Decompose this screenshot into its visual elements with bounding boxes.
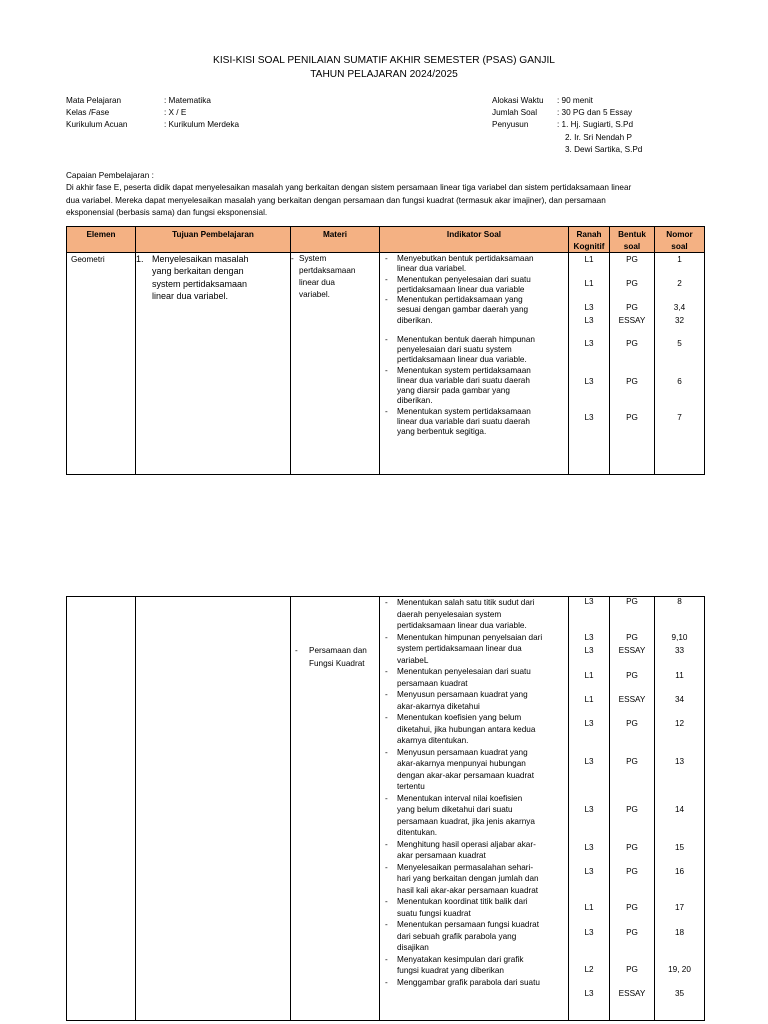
- kisi-kisi-table-1: [66, 226, 705, 475]
- indikator-line: penyelesaian dari suatu system: [397, 345, 512, 354]
- indikator-line: akar-akarnya diketahui: [397, 701, 480, 711]
- indikator-line: ditentukan.: [397, 828, 438, 837]
- indikator-line: hari yang berkaitan dengan jumlah dan: [397, 874, 539, 883]
- indikator-item: [380, 954, 568, 977]
- indikator-line: - Menentukan salah satu titik sudut dari: [397, 598, 535, 607]
- tujuan-number: 1.: [136, 254, 144, 264]
- nomor-value: 15: [674, 843, 685, 852]
- bentuk-value: PG: [626, 303, 638, 312]
- indikator-line: persamaan kuadrat, jika jenis akarnya: [397, 816, 535, 826]
- ranah-value: L1: [584, 255, 594, 264]
- ranah-value: L1: [584, 903, 594, 912]
- info-row: [492, 119, 642, 131]
- indikator-line: tertentu: [397, 782, 425, 791]
- indikator-list: [380, 254, 568, 437]
- ranah-value: L3: [584, 719, 594, 728]
- penyusun-item: 2. Ir. Sri Nendah P: [565, 132, 632, 142]
- indikator-item: [380, 689, 568, 712]
- indikator-line: - Menentukan himpunan penyelsaian dari: [397, 632, 543, 642]
- nomor-value: 12: [674, 719, 685, 728]
- indikator-line: yang berbentuk segitiga.: [397, 427, 487, 436]
- nomor-value: 3,4: [673, 303, 686, 312]
- info-label: Mata Pelajaran: [66, 96, 122, 105]
- info-row: [492, 95, 642, 107]
- indikator-line: dengan akar-akar persamaan kuadrat: [397, 770, 534, 780]
- indikator-line: pertidaksamaan linear dua variable.: [397, 621, 527, 630]
- indikator-line: - Menentukan penyelesaian dari suatu: [397, 667, 531, 676]
- indikator-line: daerah penyelesaian system: [397, 609, 502, 619]
- info-right: [492, 95, 642, 156]
- capaian-heading: Capaian Pembelajaran :: [66, 171, 154, 180]
- info-row: [66, 95, 239, 107]
- indikator-line: - Menentukan bentuk daerah himpunan: [397, 334, 535, 344]
- indikator-line: akar-akarnya menpunyai hubungan: [397, 759, 526, 768]
- bentuk-value: PG: [626, 413, 638, 422]
- alokasi-value: : 90 menit: [557, 96, 593, 105]
- header-tujuan: Tujuan Pembelajaran: [136, 227, 291, 253]
- bentuk-cell: [610, 597, 655, 1021]
- nomor-value: 34: [674, 695, 685, 704]
- info-row: [66, 107, 239, 119]
- bentuk-value: PG: [626, 671, 638, 680]
- capaian-line: dua variabel. Mereka dapat menyelesaikan masalah yang berkaitan dengan persamaan dan fungsi kuadrat (termasuk akar imajiner), dan persamaan: [66, 195, 606, 205]
- bentuk-value: PG: [626, 965, 638, 974]
- bentuk-value: ESSAY: [618, 316, 646, 325]
- ranah-value: L3: [584, 377, 594, 386]
- nomor-value: 18: [674, 928, 685, 937]
- bentuk-value: PG: [626, 719, 638, 728]
- ranah-value: L3: [584, 989, 594, 998]
- indikator-item: [380, 747, 568, 793]
- header-bentuk: Bentuk soal: [610, 227, 655, 253]
- ranah-value: L1: [584, 671, 594, 680]
- indikator-item: [380, 407, 568, 438]
- indikator-line: disajikan: [397, 943, 429, 952]
- info-value: : Matematika: [164, 96, 211, 105]
- info-label: Kurikulum Acuan: [66, 120, 128, 130]
- ranah-value: L3: [584, 843, 594, 852]
- jumlah-value: : 30 PG dan 5 Essay: [557, 108, 633, 118]
- ranah-value: L3: [584, 757, 594, 766]
- materi-dash: -: [295, 646, 298, 655]
- nomor-value: 16: [674, 867, 685, 876]
- header-elemen: Elemen: [67, 227, 136, 253]
- penyusun-label: Penyusun: [492, 120, 529, 130]
- indikator-line: dari sebuah grafik parabola yang: [397, 931, 517, 941]
- indikator-line: - Menyatakan kesimpulan dari grafik: [397, 954, 524, 964]
- header-nomor: Nomor soal: [655, 227, 705, 253]
- title-line-2: TAHUN PELAJARAN 2024/2025: [310, 68, 458, 80]
- tujuan-line: linear dua variabel.: [152, 290, 229, 301]
- ranah-value: L1: [584, 279, 594, 288]
- materi-line: Persamaan dan: [309, 646, 367, 655]
- info-value: : Kurikulum Merdeka: [164, 120, 240, 130]
- indikator-item: [380, 275, 568, 296]
- indikator-item: [380, 366, 568, 407]
- nomor-value: 11: [675, 671, 684, 680]
- nomor-value: 6: [677, 377, 682, 386]
- indikator-line: - Menyebutkan bentuk pertidaksamaan: [397, 254, 534, 263]
- capaian-line: Di akhir fase E, peserta didik dapat menyelesaikan masalah yang berkaitan dengan sistem persamaan linear tiga variabel dan sistem pertidaksamaan linear: [66, 183, 632, 193]
- bentuk-value: ESSAY: [618, 695, 646, 704]
- bentuk-value: ESSAY: [618, 989, 646, 998]
- indikator-item: [380, 632, 568, 667]
- bentuk-value: PG: [626, 928, 638, 937]
- ranah-value: L3: [584, 867, 594, 876]
- materi-line: System: [299, 254, 327, 263]
- bentuk-value: PG: [626, 597, 638, 606]
- indikator-line: - Menentukan pertidaksamaan yang: [397, 295, 523, 304]
- header-materi: Materi: [291, 227, 380, 253]
- table-header-row: [67, 227, 705, 253]
- capaian-line: eksponensial (berbasis sama) dan fungsi eksponensial.: [66, 207, 268, 217]
- materi-cell: [291, 253, 380, 475]
- indikator-line: hasil kali akar-akar persamaan kuadrat: [397, 885, 539, 895]
- indikator-line: - Menentukan system pertidaksamaan: [397, 406, 531, 416]
- indikator-item: [380, 597, 568, 632]
- nomor-value: 2: [677, 279, 682, 288]
- indikator-line: - Menentukan penyelesaian dari suatu: [397, 274, 531, 284]
- nomor-value: 17: [674, 903, 685, 912]
- tujuan-line: Menyelesaikan masalah: [152, 254, 249, 264]
- nomor-value: 19, 20: [668, 965, 691, 974]
- bentuk-value: PG: [626, 633, 638, 642]
- header-ranah: Ranah Kognitif: [569, 227, 610, 253]
- indikator-line: - Menyusun persamaan kuadrat yang: [397, 690, 528, 699]
- elemen-cell: [67, 597, 136, 1021]
- nomor-cell: [655, 253, 705, 475]
- ranah-value: L3: [584, 805, 594, 814]
- indikator-line: diketahui, jika hubungan antara kedua: [397, 724, 536, 734]
- indikator-cell: [380, 253, 569, 475]
- info-left: [66, 95, 239, 132]
- penyusun-item: : 1. Hj. Sugiarti, S.Pd: [557, 120, 633, 130]
- ranah-cell: [569, 253, 610, 475]
- indikator-line: sesuai dengan gambar daerah yang: [397, 305, 529, 315]
- bentuk-cell: [610, 253, 655, 475]
- bentuk-value: PG: [626, 279, 638, 288]
- ranah-value: L3: [584, 316, 594, 325]
- nomor-cell: [655, 597, 705, 1021]
- indikator-line: - Menentukan koordinat titik balik dari: [397, 897, 528, 906]
- ranah-value: L2: [584, 965, 594, 974]
- indikator-line: - Menghitung hasil operasi aljabar akar-: [397, 839, 536, 849]
- indikator-list: [380, 597, 568, 988]
- indikator-line: linear dua variable dari suatu daerah: [397, 375, 530, 385]
- bentuk-value: PG: [626, 843, 638, 852]
- nomor-value: 1: [677, 255, 682, 264]
- document-title: [0, 54, 768, 82]
- indikator-line: fungsi kuadrat yang diberikan: [397, 966, 504, 975]
- bentuk-value: PG: [626, 805, 638, 814]
- materi-line: linear dua: [299, 278, 335, 287]
- indikator-line: yang diarsir pada gambar yang: [397, 386, 510, 395]
- kisi-kisi-table-2: [66, 596, 705, 1021]
- indikator-line: linear dua variable dari suatu daerah: [397, 416, 530, 426]
- indikator-line: - Menggambar grafik parabola dari suatu: [397, 977, 540, 987]
- materi-line: variabel.: [299, 290, 330, 299]
- indikator-line: diberikan.: [397, 396, 433, 406]
- title-line-1: KISI-KISI SOAL PENILAIAN SUMATIF AKHIR SEMESTER (PSAS) GANJIL: [213, 55, 555, 66]
- ranah-value: L1: [584, 695, 594, 704]
- indikator-item: [380, 793, 568, 839]
- materi-cell: [291, 597, 380, 1021]
- indikator-line: akar persamaan kuadrat: [397, 851, 486, 860]
- indikator-line: - Menentukan system pertidaksamaan: [397, 365, 531, 375]
- bentuk-value: PG: [626, 757, 638, 766]
- indikator-line: persamaan kuadrat: [397, 678, 468, 688]
- bentuk-value: PG: [626, 867, 638, 876]
- ranah-value: L3: [584, 646, 594, 655]
- info-row: [66, 119, 239, 131]
- indikator-item: [380, 919, 568, 954]
- info-label: Kelas /Fase: [66, 108, 110, 118]
- indikator-line: - Menyusun persamaan kuadrat yang: [397, 747, 528, 757]
- ranah-value: L3: [584, 339, 594, 348]
- nomor-value: 5: [677, 339, 682, 348]
- indikator-line: system pertidaksamaan linear dua: [397, 644, 522, 653]
- ranah-value: L3: [584, 303, 594, 312]
- indikator-line: linear dua variabel.: [397, 264, 467, 274]
- table-row: [67, 597, 705, 1021]
- indikator-line: variabeL: [397, 655, 429, 665]
- bentuk-value: ESSAY: [618, 646, 646, 655]
- tujuan-cell: [136, 253, 291, 475]
- alokasi-label: Alokasi Waktu: [492, 96, 544, 105]
- nomor-value: 35: [674, 989, 685, 998]
- nomor-value: 13: [674, 757, 685, 766]
- indikator-line: yang belum diketahui dari suatu: [397, 805, 513, 814]
- nomor-value: 33: [674, 646, 685, 655]
- capaian-pembelajaran: [66, 170, 706, 219]
- indikator-item: [380, 712, 568, 747]
- table-row: [67, 253, 705, 475]
- ranah-value: L3: [584, 597, 594, 606]
- indikator-line: pertidaksamaan linear dua variable: [397, 284, 525, 294]
- bentuk-value: PG: [626, 377, 638, 386]
- bentuk-value: PG: [626, 903, 638, 912]
- indikator-line: suatu fungsi kuadrat: [397, 908, 471, 918]
- bentuk-value: PG: [626, 339, 638, 348]
- elemen-cell: Geometri: [67, 253, 136, 475]
- jumlah-label: Jumlah Soal: [492, 108, 538, 118]
- nomor-value: 32: [674, 316, 685, 325]
- indikator-item: [380, 977, 568, 989]
- tujuan-cell: [136, 597, 291, 1021]
- indikator-line: pertidaksamaan linear dua variable.: [397, 355, 527, 365]
- ranah-cell: [569, 597, 610, 1021]
- bentuk-value: PG: [626, 255, 638, 264]
- indikator-line: akarnya ditentukan.: [397, 736, 469, 745]
- indikator-item: [380, 335, 568, 366]
- indikator-item: [380, 896, 568, 919]
- ranah-value: L3: [584, 928, 594, 937]
- ranah-value: L3: [584, 413, 594, 422]
- nomor-value: 7: [677, 413, 682, 422]
- nomor-value: 8: [677, 597, 682, 606]
- tujuan-line: system pertidaksamaan: [152, 278, 248, 289]
- materi-dash: -: [291, 254, 294, 263]
- ranah-value: L3: [584, 633, 594, 642]
- materi-block: [295, 645, 375, 670]
- indikator-item: [380, 862, 568, 897]
- info-value: : X / E: [164, 108, 187, 118]
- penyusun-item: 3. Dewi Sartika, S.Pd: [565, 144, 643, 154]
- indikator-line: - Menentukan persamaan fungsi kuadrat: [397, 920, 540, 929]
- header-indikator: Indikator Soal: [380, 227, 569, 253]
- indikator-item: [380, 839, 568, 862]
- indikator-line: - Menentukan interval nilai koefisien: [397, 793, 523, 803]
- info-row: [492, 107, 642, 119]
- materi-line: Fungsi Kuadrat: [309, 658, 365, 668]
- materi-line: pertdaksamaan: [299, 266, 356, 275]
- indikator-item: [380, 254, 568, 275]
- indikator-line: - Menentukan koefisien yang belum: [397, 713, 522, 722]
- nomor-value: 14: [674, 805, 685, 814]
- nomor-value: 9,10: [671, 633, 688, 642]
- indikator-item: [380, 295, 568, 326]
- indikator-cell: [380, 597, 569, 1021]
- indikator-line: diberikan.: [397, 315, 433, 325]
- tujuan-line: yang berkaitan dengan: [152, 266, 244, 277]
- indikator-item: [380, 666, 568, 689]
- indikator-line: - Menyelesaikan permasalahan sehari-: [397, 862, 534, 872]
